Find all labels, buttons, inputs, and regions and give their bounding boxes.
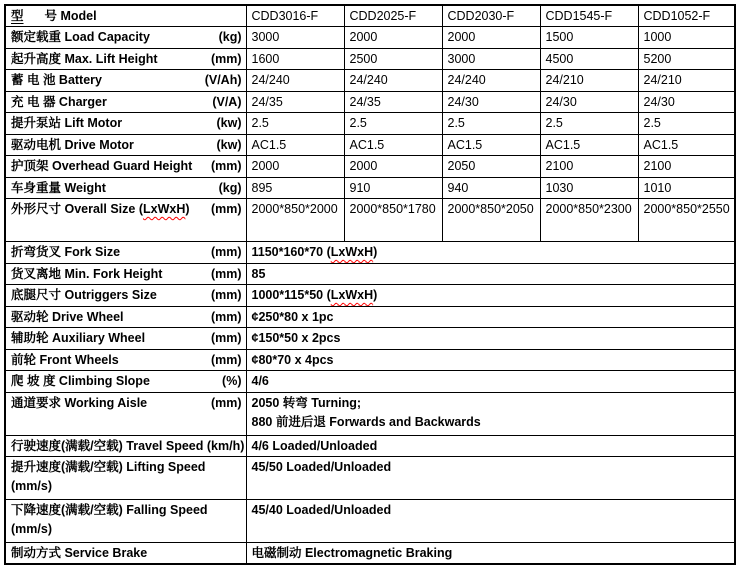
model-header-CDD2030-F: CDD2030-F	[442, 5, 540, 27]
row-lift-motor	[5, 113, 735, 135]
unit-overall-size: (mm)	[210, 202, 242, 216]
label-overall-size-text-post: )	[185, 202, 190, 216]
label-overhead-guard-height-text: 护顶架 Overhead Guard Height	[11, 159, 193, 173]
label-lift-motor-text: 提升泵站 Lift Motor	[11, 116, 123, 130]
label-charger-text: 充 电 器 Charger	[11, 94, 107, 109]
value-lift-motor-CDD2025-F: 2.5	[344, 113, 442, 135]
model-header-CDD1052-F: CDD1052-F	[638, 5, 735, 27]
label-drive-motor	[11, 136, 134, 155]
label-drive-wheel	[11, 308, 242, 327]
label-cell-charger	[5, 91, 246, 113]
label-overhead-guard-height	[11, 157, 242, 176]
spec-table-body	[5, 27, 735, 565]
row-charger	[5, 91, 735, 113]
label-outriggers-size	[11, 286, 157, 305]
label-max-lift-height-text: 起升高度 Max. Lift Height	[11, 51, 158, 66]
label-falling-speed	[11, 501, 242, 520]
label-travel-speed-text: 行驶速度(满载/空载) Travel Speed (km/h)	[11, 438, 245, 453]
value-travel-speed	[246, 435, 735, 457]
label-front-wheels	[11, 351, 119, 370]
value-fork-size-wavy: LxWxH	[330, 245, 374, 259]
value-fork-size-text-post: )	[373, 245, 378, 259]
row-drive-motor	[5, 134, 735, 156]
label-cell-battery	[5, 70, 246, 92]
value-fork-size	[246, 242, 735, 264]
unit-lifting-speed: (mm/s)	[11, 479, 52, 493]
label-lift-motor	[11, 114, 122, 133]
value-battery-CDD2030-F: 24/240	[442, 70, 540, 92]
label-cell-overhead-guard-height	[5, 156, 246, 178]
unit-working-aisle: (mm)	[210, 395, 242, 410]
value-working-aisle-line1: 2050 转弯 Turning;	[251, 395, 362, 410]
row-service-brake	[5, 543, 735, 565]
value-lifting-speed-text: 45/50 Loaded/Unloaded	[251, 460, 392, 474]
unit-auxiliary-wheel: (mm)	[210, 331, 242, 345]
label-climbing-slope	[11, 372, 150, 391]
value-max-lift-height-CDD2025-F: 2500	[344, 48, 442, 70]
unit-front-wheels: (mm)	[210, 352, 242, 367]
label-service-brake-text: 制动方式 Service Brake	[11, 546, 148, 560]
label-cell-auxiliary-wheel	[5, 328, 246, 350]
label-cell-load-capacity	[5, 27, 246, 49]
row-climbing-slope	[5, 371, 735, 393]
value-falling-speed	[246, 500, 735, 543]
label-charger	[11, 93, 107, 112]
label-overall-size	[11, 200, 242, 219]
unit-lift-motor: (kw)	[216, 116, 242, 130]
value-drive-motor-CDD2025-F: AC1.5	[344, 134, 442, 156]
model-header-CDD2025-F: CDD2025-F	[344, 5, 442, 27]
value-service-brake	[246, 543, 735, 565]
label-lift-motor	[11, 114, 242, 133]
value-climbing-slope	[246, 371, 735, 393]
label-weight	[11, 179, 106, 198]
model-header-CDD3016-F: CDD3016-F	[246, 5, 344, 27]
value-charger-CDD1545-F: 24/30	[540, 91, 638, 113]
label-cell-lift-motor	[5, 113, 246, 135]
label-lifting-speed-text: 提升速度(满载/空载) Lifting Speed	[11, 460, 206, 474]
unit-outriggers-size: (mm)	[210, 288, 242, 302]
value-weight-CDD1545-F: 1030	[540, 177, 638, 199]
unit-weight: (kg)	[218, 180, 242, 195]
row-battery	[5, 70, 735, 92]
label-service-brake	[11, 544, 242, 563]
label-service-brake	[11, 544, 147, 563]
label-cell-drive-wheel	[5, 306, 246, 328]
unit-climbing-slope: (%)	[222, 374, 242, 388]
value-max-lift-height-CDD1052-F: 5200	[638, 48, 735, 70]
label-climbing-slope-text: 爬 坡 度 Climbing Slope	[11, 374, 150, 388]
value-min-fork-height	[246, 263, 735, 285]
header-row	[5, 5, 735, 27]
value-falling-speed-text: 45/40 Loaded/Unloaded	[251, 503, 392, 517]
value-overhead-guard-height-CDD1052-F: 2100	[638, 156, 735, 178]
value-charger-CDD2030-F: 24/30	[442, 91, 540, 113]
label-working-aisle	[11, 394, 242, 413]
unit-drive-wheel: (mm)	[210, 309, 242, 324]
row-travel-speed	[5, 435, 735, 457]
label-cell-min-fork-height	[5, 263, 246, 285]
unit-charger: (V/A)	[212, 94, 242, 109]
label-overall-size-text: 外形尺寸 Overall Size (	[11, 202, 143, 216]
value-overall-size-CDD2025-F: 2000*850*1780	[344, 199, 442, 242]
value-weight-CDD1052-F: 1010	[638, 177, 735, 199]
value-max-lift-height-CDD2030-F: 3000	[442, 48, 540, 70]
value-weight-CDD3016-F: 895	[246, 177, 344, 199]
value-working-aisle	[246, 392, 735, 435]
value-overhead-guard-height-CDD3016-F: 2000	[246, 156, 344, 178]
row-fork-size	[5, 242, 735, 264]
label-max-lift-height	[11, 50, 242, 69]
label-cell-working-aisle	[5, 392, 246, 435]
value-drive-motor-CDD1052-F: AC1.5	[638, 134, 735, 156]
model-label-en: 号 Model	[44, 9, 97, 23]
value-fork-size-text: 1150*160*70 (	[251, 245, 331, 259]
unit-min-fork-height: (mm)	[210, 266, 242, 281]
label-cell-travel-speed	[5, 435, 246, 457]
value-battery-CDD1052-F: 24/210	[638, 70, 735, 92]
label-cell-max-lift-height	[5, 48, 246, 70]
label-fork-size-text: 折弯货叉 Fork Size	[11, 245, 121, 259]
label-outriggers-size-text: 底腿尺寸 Outriggers Size	[11, 288, 157, 302]
label-charger	[11, 93, 242, 112]
value-charger-CDD3016-F: 24/35	[246, 91, 344, 113]
value-charger-CDD1052-F: 24/30	[638, 91, 735, 113]
label-cell-climbing-slope	[5, 371, 246, 393]
value-outriggers-size	[246, 285, 735, 307]
row-outriggers-size	[5, 285, 735, 307]
value-outriggers-size-wavy: LxWxH	[330, 288, 374, 302]
label-load-capacity-text: 额定载重 Load Capacity	[11, 30, 150, 44]
label-cell-service-brake	[5, 543, 246, 565]
label-drive-wheel-text: 驱动轮 Drive Wheel	[11, 309, 124, 324]
label-auxiliary-wheel	[11, 329, 145, 348]
row-weight	[5, 177, 735, 199]
value-overhead-guard-height-CDD2030-F: 2050	[442, 156, 540, 178]
unit-load-capacity: (kg)	[218, 30, 242, 44]
label-falling-speed-text: 下降速度(满载/空载) Falling Speed	[11, 503, 208, 517]
value-auxiliary-wheel	[246, 328, 735, 350]
value-charger-CDD2025-F: 24/35	[344, 91, 442, 113]
label-battery	[11, 71, 102, 90]
label-lifting-speed	[11, 458, 242, 477]
row-overall-size	[5, 199, 735, 242]
value-load-capacity-CDD2025-F: 2000	[344, 27, 442, 49]
row-drive-wheel	[5, 306, 735, 328]
label-working-aisle-text: 通道要求 Working Aisle	[11, 395, 148, 410]
label-outriggers-size	[11, 286, 242, 305]
row-max-lift-height	[5, 48, 735, 70]
label-max-lift-height	[11, 50, 158, 69]
row-working-aisle	[5, 392, 735, 435]
value-load-capacity-CDD2030-F: 2000	[442, 27, 540, 49]
label-auxiliary-wheel-text: 辅助轮 Auxiliary Wheel	[11, 331, 146, 345]
label-weight	[11, 179, 242, 198]
value-overhead-guard-height-CDD1545-F: 2100	[540, 156, 638, 178]
label-cell-outriggers-size	[5, 285, 246, 307]
label-overall-size-wavy: LxWxH	[142, 202, 186, 216]
value-overall-size-CDD2030-F: 2000*850*2050	[442, 199, 540, 242]
label-auxiliary-wheel	[11, 329, 242, 348]
label-min-fork-height	[11, 265, 242, 284]
label-overall-size	[11, 200, 190, 219]
label-drive-motor	[11, 136, 242, 155]
row-front-wheels	[5, 349, 735, 371]
value-front-wheels-text: ¢80*70 x 4pcs	[251, 352, 334, 367]
spec-table	[4, 4, 736, 565]
value-overall-size-CDD1545-F: 2000*850*2300	[540, 199, 638, 242]
value-lift-motor-CDD1052-F: 2.5	[638, 113, 735, 135]
value-battery-CDD3016-F: 24/240	[246, 70, 344, 92]
row-min-fork-height	[5, 263, 735, 285]
value-battery-CDD2025-F: 24/240	[344, 70, 442, 92]
value-front-wheels	[246, 349, 735, 371]
value-battery-CDD1545-F: 24/210	[540, 70, 638, 92]
value-max-lift-height-CDD1545-F: 4500	[540, 48, 638, 70]
spec-sheet	[4, 4, 736, 565]
label-drive-wheel	[11, 308, 124, 327]
value-travel-speed-text: 4/6 Loaded/Unloaded	[251, 438, 378, 453]
model-label-zh: 型	[11, 9, 24, 23]
value-service-brake-text: 电磁制动 Electromagnetic Braking	[251, 546, 453, 560]
label-cell-drive-motor	[5, 134, 246, 156]
unit-overhead-guard-height: (mm)	[210, 159, 242, 173]
label-cell-falling-speed	[5, 500, 246, 543]
value-drive-wheel	[246, 306, 735, 328]
value-working-aisle-line2: 880 前进后退 Forwards and Backwards	[251, 414, 481, 429]
label-travel-speed	[11, 437, 245, 456]
value-drive-motor-CDD1545-F: AC1.5	[540, 134, 638, 156]
label-fork-size	[11, 243, 242, 262]
value-lifting-speed	[246, 457, 735, 500]
unit-drive-motor: (kw)	[216, 137, 242, 152]
label-cell-fork-size	[5, 242, 246, 264]
model-row-label-cell	[5, 5, 246, 27]
value-lift-motor-CDD3016-F: 2.5	[246, 113, 344, 135]
label-cell-front-wheels	[5, 349, 246, 371]
value-load-capacity-CDD1052-F: 1000	[638, 27, 735, 49]
label-min-fork-height-text: 货叉离地 Min. Fork Height	[11, 266, 163, 281]
value-lift-motor-CDD1545-F: 2.5	[540, 113, 638, 135]
value-min-fork-height-text: 85	[251, 266, 266, 281]
label-cell-lifting-speed	[5, 457, 246, 500]
value-load-capacity-CDD3016-F: 3000	[246, 27, 344, 49]
model-header-CDD1545-F: CDD1545-F	[540, 5, 638, 27]
value-drive-wheel-text: ¢250*80 x 1pc	[251, 309, 334, 324]
value-overhead-guard-height-CDD2025-F: 2000	[344, 156, 442, 178]
row-lifting-speed	[5, 457, 735, 500]
label-working-aisle	[11, 394, 147, 413]
row-load-capacity	[5, 27, 735, 49]
value-load-capacity-CDD1545-F: 1500	[540, 27, 638, 49]
value-overall-size-CDD3016-F: 2000*850*2000	[246, 199, 344, 242]
label-cell-overall-size	[5, 199, 246, 242]
label-min-fork-height	[11, 265, 162, 284]
row-auxiliary-wheel	[5, 328, 735, 350]
value-max-lift-height-CDD3016-F: 1600	[246, 48, 344, 70]
value-drive-motor-CDD2030-F: AC1.5	[442, 134, 540, 156]
label-travel-speed	[11, 437, 244, 456]
value-climbing-slope-text: 4/6	[251, 374, 269, 388]
label-lifting-speed	[11, 458, 205, 477]
label-fork-size	[11, 243, 120, 262]
label-overhead-guard-height	[11, 157, 192, 176]
row-falling-speed	[5, 500, 735, 543]
unit-max-lift-height: (mm)	[210, 51, 242, 66]
label-cell-weight	[5, 177, 246, 199]
label-falling-speed	[11, 501, 208, 520]
label-load-capacity	[11, 28, 242, 47]
label-front-wheels	[11, 351, 242, 370]
unit-fork-size: (mm)	[210, 245, 242, 259]
row-overhead-guard-height	[5, 156, 735, 178]
value-outriggers-size-text-post: )	[373, 288, 378, 302]
label-battery	[11, 71, 242, 90]
label-weight-text: 车身重量 Weight	[11, 180, 106, 195]
label-battery-text: 蓄 电 池 Battery	[11, 73, 102, 87]
unit-battery: (V/Ah)	[204, 73, 242, 87]
value-weight-CDD2030-F: 940	[442, 177, 540, 199]
label-load-capacity	[11, 28, 150, 47]
unit-falling-speed: (mm/s)	[11, 522, 52, 536]
label-front-wheels-text: 前轮 Front Wheels	[11, 352, 119, 367]
value-auxiliary-wheel-text: ¢150*50 x 2pcs	[251, 331, 341, 345]
value-weight-CDD2025-F: 910	[344, 177, 442, 199]
value-overall-size-CDD1052-F: 2000*850*2550	[638, 199, 735, 242]
value-lift-motor-CDD2030-F: 2.5	[442, 113, 540, 135]
value-drive-motor-CDD3016-F: AC1.5	[246, 134, 344, 156]
label-climbing-slope	[11, 372, 242, 391]
label-drive-motor-text: 驱动电机 Drive Motor	[11, 137, 134, 152]
value-outriggers-size-text: 1000*115*50 (	[251, 288, 331, 302]
